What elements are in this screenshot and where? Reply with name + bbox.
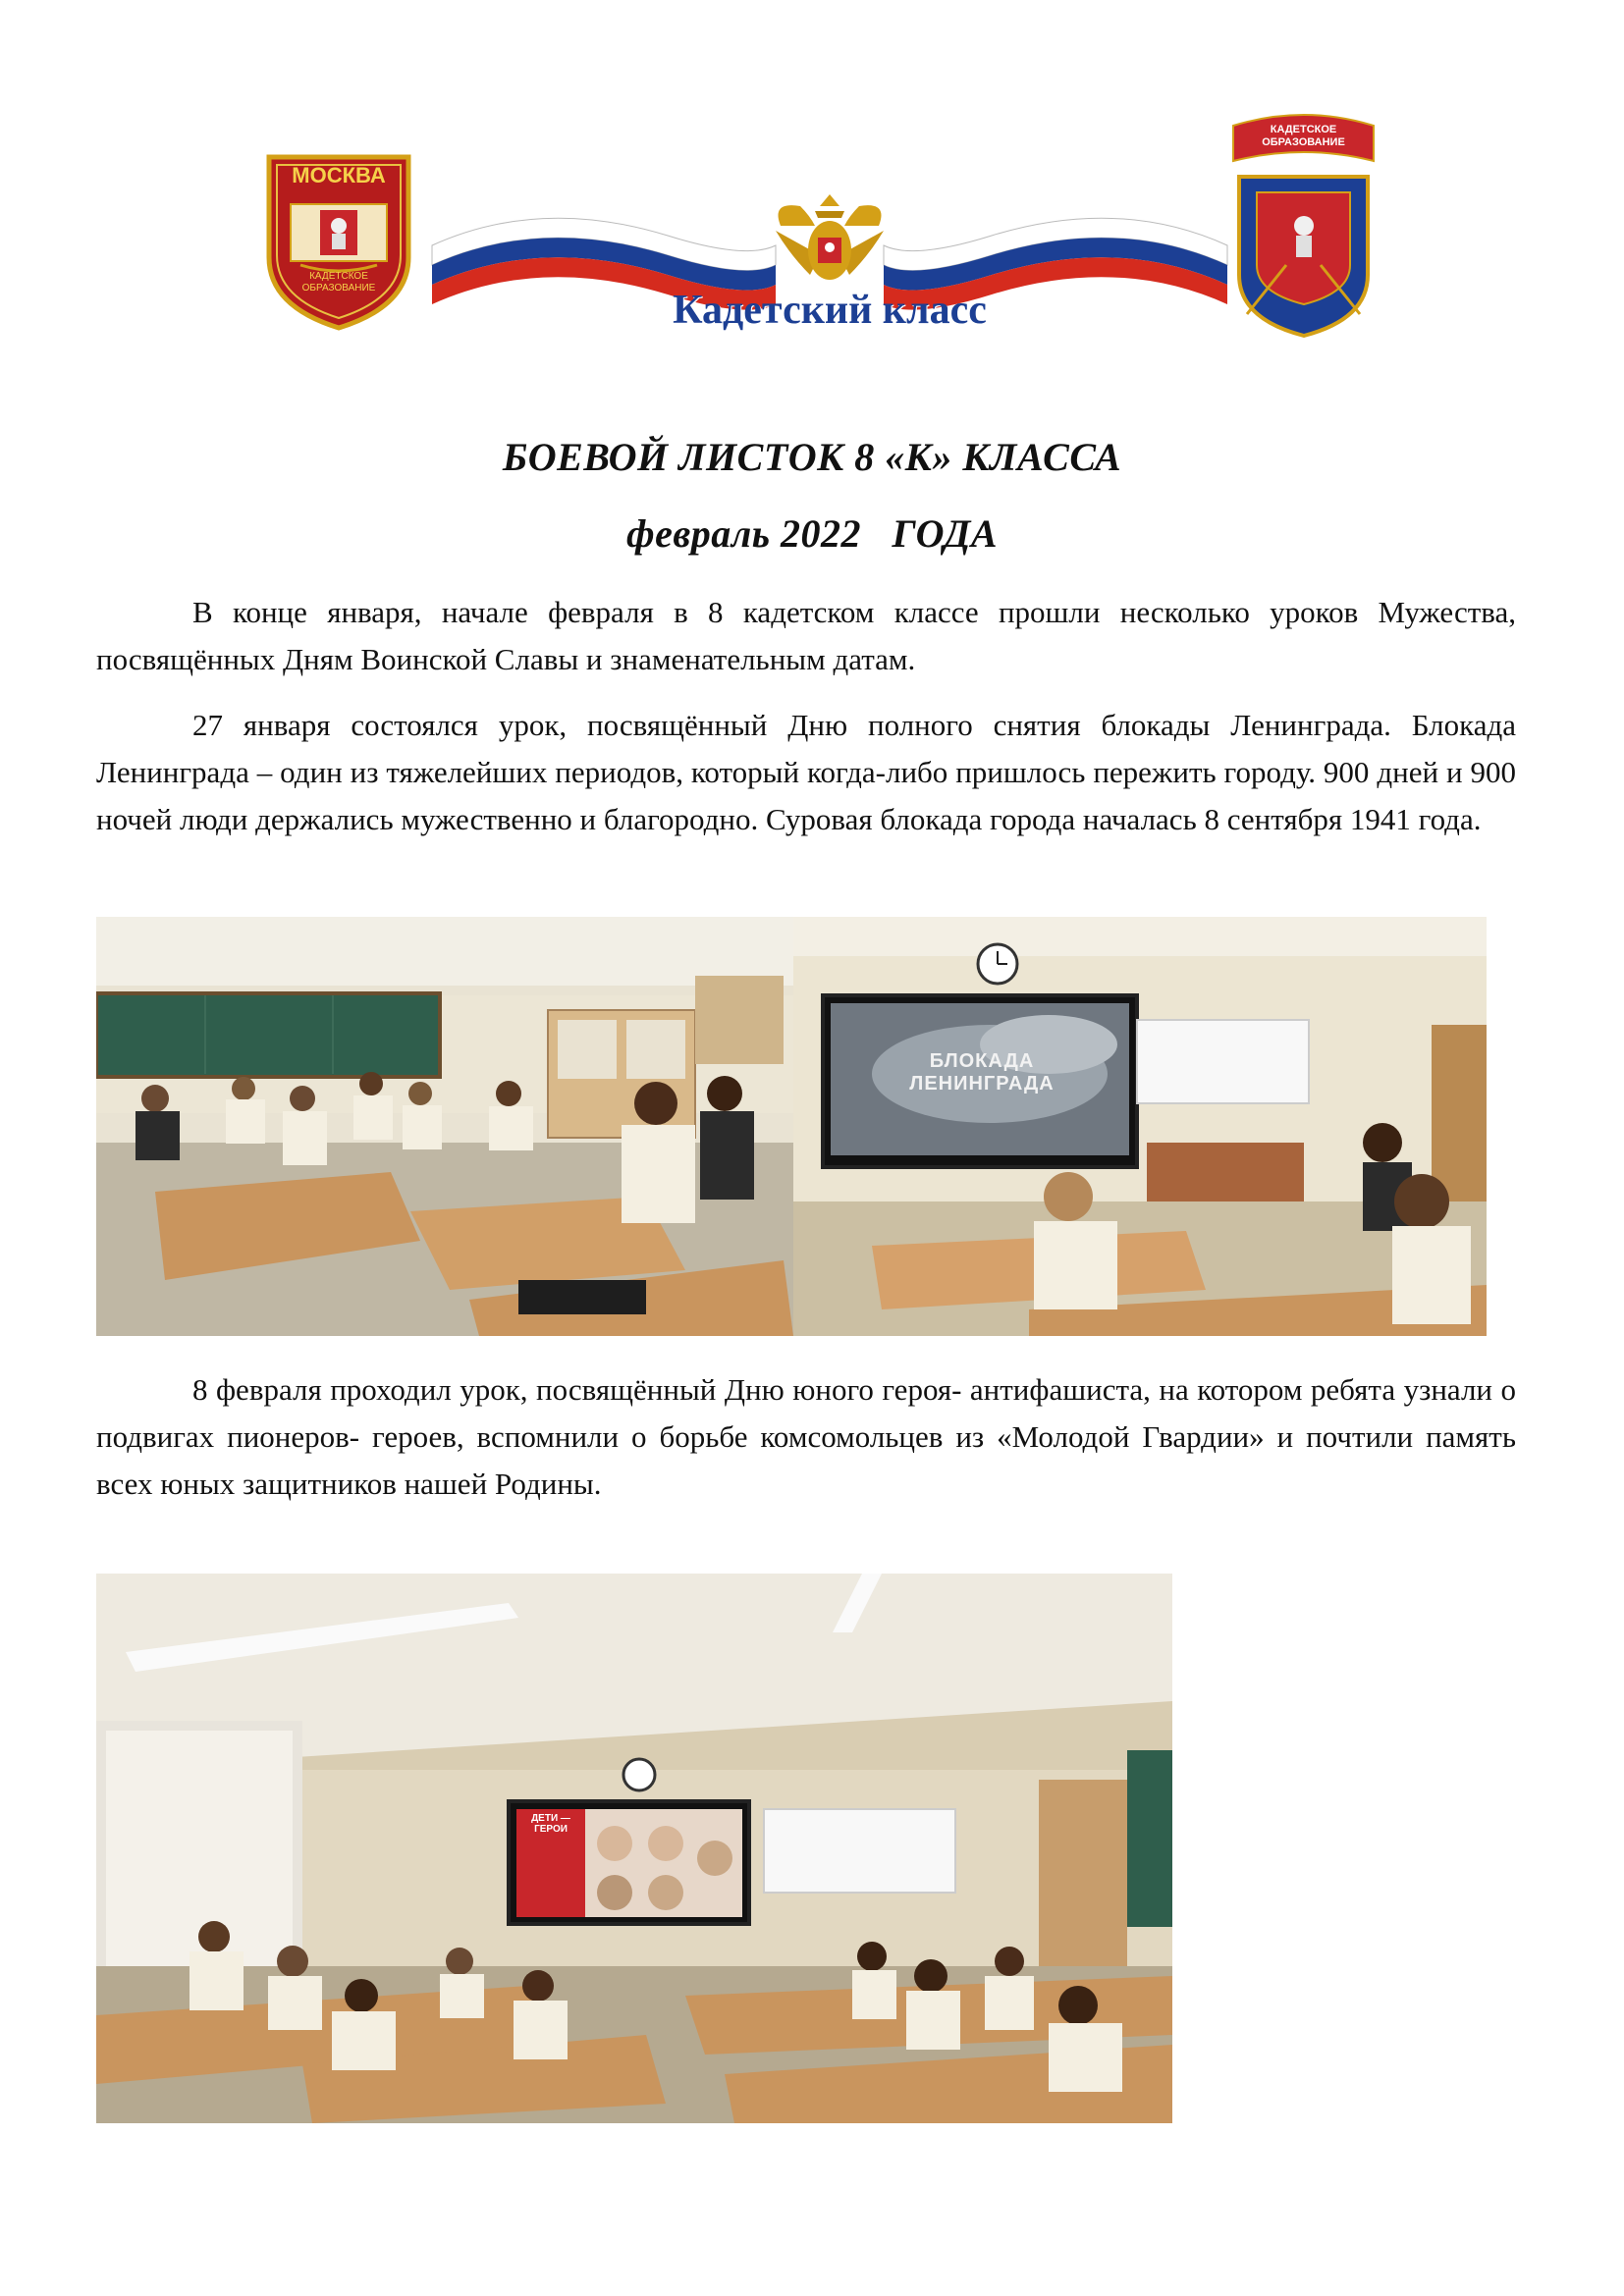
emblem-bottom-text: КАДЕТСКОЕ ОБРАЗОВАНИЕ — [301, 271, 376, 294]
cadet-education-shield-icon — [1227, 108, 1380, 339]
ribbon-caption: Кадетский класс — [673, 288, 987, 333]
document-subtitle: февраль 2022 ГОДА — [625, 511, 999, 556]
paragraph-young-heroes: 8 февраля проходил урок, посвящённый Дню юного героя- антифашиста, на котором ребята узнали о подвигах пионеров- героев, вспомнили о борьбе комсомольцев из «Молодой Гвардии» и почтили память всех юных защитников нашей Родины. — [96, 1372, 1516, 1501]
emblem-banner-text: КАДЕТСКОЕ ОБРАЗОВАНИЕ — [1262, 124, 1345, 148]
screen-caption: ДЕТИ — ГЕРОИ — [531, 1813, 570, 1835]
paragraph-leningrad: 27 января состоялся урок, посвящённый Дню полного снятия блокады Ленинграда. Блокада Ленинграда – один из тяжелейших периодов, который когда-либо пришлось пережить городу. 900 дней и 900 ночей люди держались мужественно и благородно. Суровая блокада города началась 8 сентября 1941 года. — [96, 708, 1516, 836]
screen-caption: БЛОКАДА ЛЕНИНГРАДА — [909, 1050, 1055, 1095]
moscow-cadet-shield-icon — [261, 149, 416, 331]
classroom-presentation-photo-icon — [96, 1574, 1172, 2123]
emblem-top-text: МОСКВА — [292, 163, 386, 187]
classroom-screen-photo-icon — [793, 917, 1487, 1336]
document-title: БОЕВОЙ ЛИСТОК 8 «К» КЛАССА — [502, 435, 1122, 479]
classroom-photo-icon — [96, 917, 793, 1336]
paragraph-intro: В конце января, начале февраля в 8 кадетском классе прошли несколько уроков Мужества, посвящённых Дням Воинской Славы и знаменательным датам. — [96, 595, 1516, 676]
tricolor-ribbon-with-eagle-icon — [422, 177, 1237, 334]
page-header — [0, 98, 1624, 353]
